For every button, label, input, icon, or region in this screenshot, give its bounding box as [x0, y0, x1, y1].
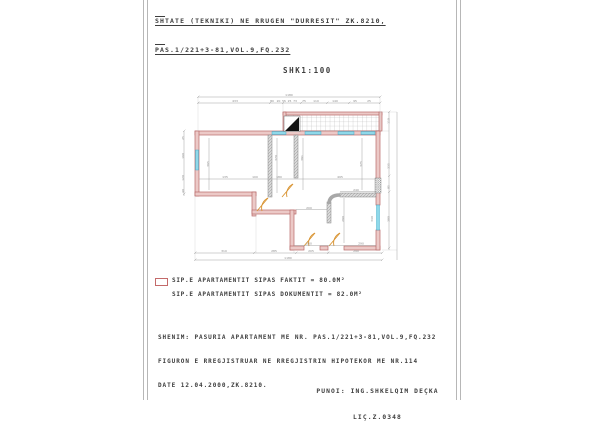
partition-rounded-corner	[329, 195, 340, 204]
window-right	[377, 205, 380, 230]
dim-label: 120	[181, 175, 185, 181]
page-edge-left-outer	[143, 0, 144, 400]
footer-block	[285, 371, 470, 431]
note-line-3: DATE 12.04.2000,ZK.8210.	[158, 382, 268, 389]
dim-label: 375	[359, 161, 363, 167]
dim-label: 495	[337, 175, 343, 179]
dim-label: 100	[252, 175, 258, 179]
door-swing-4	[329, 233, 340, 246]
window-top-4	[361, 132, 375, 135]
wall-right-lower	[376, 230, 380, 250]
dim-label: 380	[386, 216, 391, 222]
door-swing-1	[257, 198, 268, 211]
footer-author: PUNOI: ING.SHKELQIM DEÇKA	[316, 388, 439, 395]
partition-corridor-left	[268, 135, 272, 197]
dim-label: 370	[274, 155, 278, 161]
dim-label: 25	[367, 99, 371, 103]
dim-label: 310	[221, 249, 227, 253]
partition-kitchen-vertical	[327, 202, 331, 223]
dim-label: 110	[386, 118, 391, 124]
partition-corridor-right	[294, 135, 298, 178]
windows	[196, 132, 380, 231]
window-top-2	[305, 132, 321, 135]
dim-label: 25	[181, 136, 185, 140]
legend-swatch	[155, 278, 168, 286]
dim-label: 290	[353, 249, 359, 253]
scale-label: SHK1:100	[283, 66, 332, 75]
page-edge-right-inner	[456, 0, 457, 400]
dim-label: 25	[287, 99, 292, 103]
dim-label: 73	[293, 99, 297, 103]
dim-label: 240	[353, 188, 359, 192]
dim-label: 285	[271, 249, 277, 253]
dim-label: 180	[276, 175, 282, 179]
note-line-2: FIGURON E RREGJISTRUAR NE RREGJISTRIN HIPOTEKOR ME NR.114	[158, 358, 419, 365]
page-edge-left-inner	[147, 0, 148, 400]
header-line-2: PAS.1/221+3-81,VOL.9,FQ.232	[155, 45, 291, 54]
entrance-marker	[284, 116, 300, 132]
dim-label: 205	[308, 249, 314, 253]
column-shaft	[375, 178, 381, 193]
dim-label: 200	[306, 206, 312, 210]
footer-license: LIÇ.Z.0348	[353, 413, 402, 421]
partition-kitchen-horizontal	[340, 193, 376, 197]
balcony-wall-right	[379, 112, 382, 131]
wall-right-upper	[376, 131, 380, 205]
balcony-wall-top	[283, 112, 382, 115]
window-top-3	[338, 132, 354, 135]
wall-bottom-seg1	[290, 246, 304, 250]
dim-label: 335	[386, 163, 391, 169]
dim-label: 290	[358, 241, 364, 246]
header-line-1: SHTATE (TEKNIKI) NE RRUGEN "DURRESIT" ZK.8210,	[155, 17, 386, 25]
legend-doc-label: SIP.E APARTAMENTIT SIPAS DOKUMENTIT = 82.0M²	[172, 291, 363, 298]
window-top-1	[272, 132, 286, 135]
dim-top-overall: 1180	[285, 93, 293, 97]
dim-label: 340	[370, 216, 374, 222]
wall-bottom-seg3	[344, 246, 380, 250]
wall-bottom-seg2	[320, 246, 328, 250]
dim-label: 391	[300, 155, 304, 161]
dim-label: 20	[276, 99, 281, 103]
dim-label: 365	[206, 161, 210, 167]
wall-step-horizontal	[252, 210, 296, 214]
window-left	[196, 150, 199, 170]
dim-label: 160	[181, 153, 185, 159]
wall-mid-vertical	[290, 210, 294, 250]
dim-label: 85	[386, 185, 391, 189]
dim-label: 290	[341, 216, 345, 222]
dim-label: 40	[181, 189, 185, 193]
legend-fact-label: SIP.E APARTAMENTIT SIPAS FAKTIT = 80.0M²	[172, 277, 346, 284]
dim-label: 135	[222, 175, 228, 179]
wall-bottom-left-room	[195, 192, 256, 196]
dim-label: 110	[313, 99, 319, 103]
dim-label: 433	[232, 99, 238, 103]
dim-label: 95	[353, 99, 357, 103]
note-line-1: SHENIM: PASURIA APARTAMENT ME NR. PAS.1/221+3-81,VOL.9,FQ.232	[158, 334, 437, 341]
floor-plan	[178, 88, 410, 273]
dim-bottom-overall: 1180	[284, 256, 292, 260]
dim-label: 80	[270, 99, 274, 103]
door-swing-2	[282, 184, 293, 197]
dim-label: 75	[302, 99, 306, 103]
dim-label: 55	[282, 99, 286, 103]
page-edge-right-outer	[460, 0, 461, 400]
document-header	[155, 0, 386, 65]
dim-label: 200	[306, 241, 312, 246]
dim-label: 140	[332, 99, 338, 103]
